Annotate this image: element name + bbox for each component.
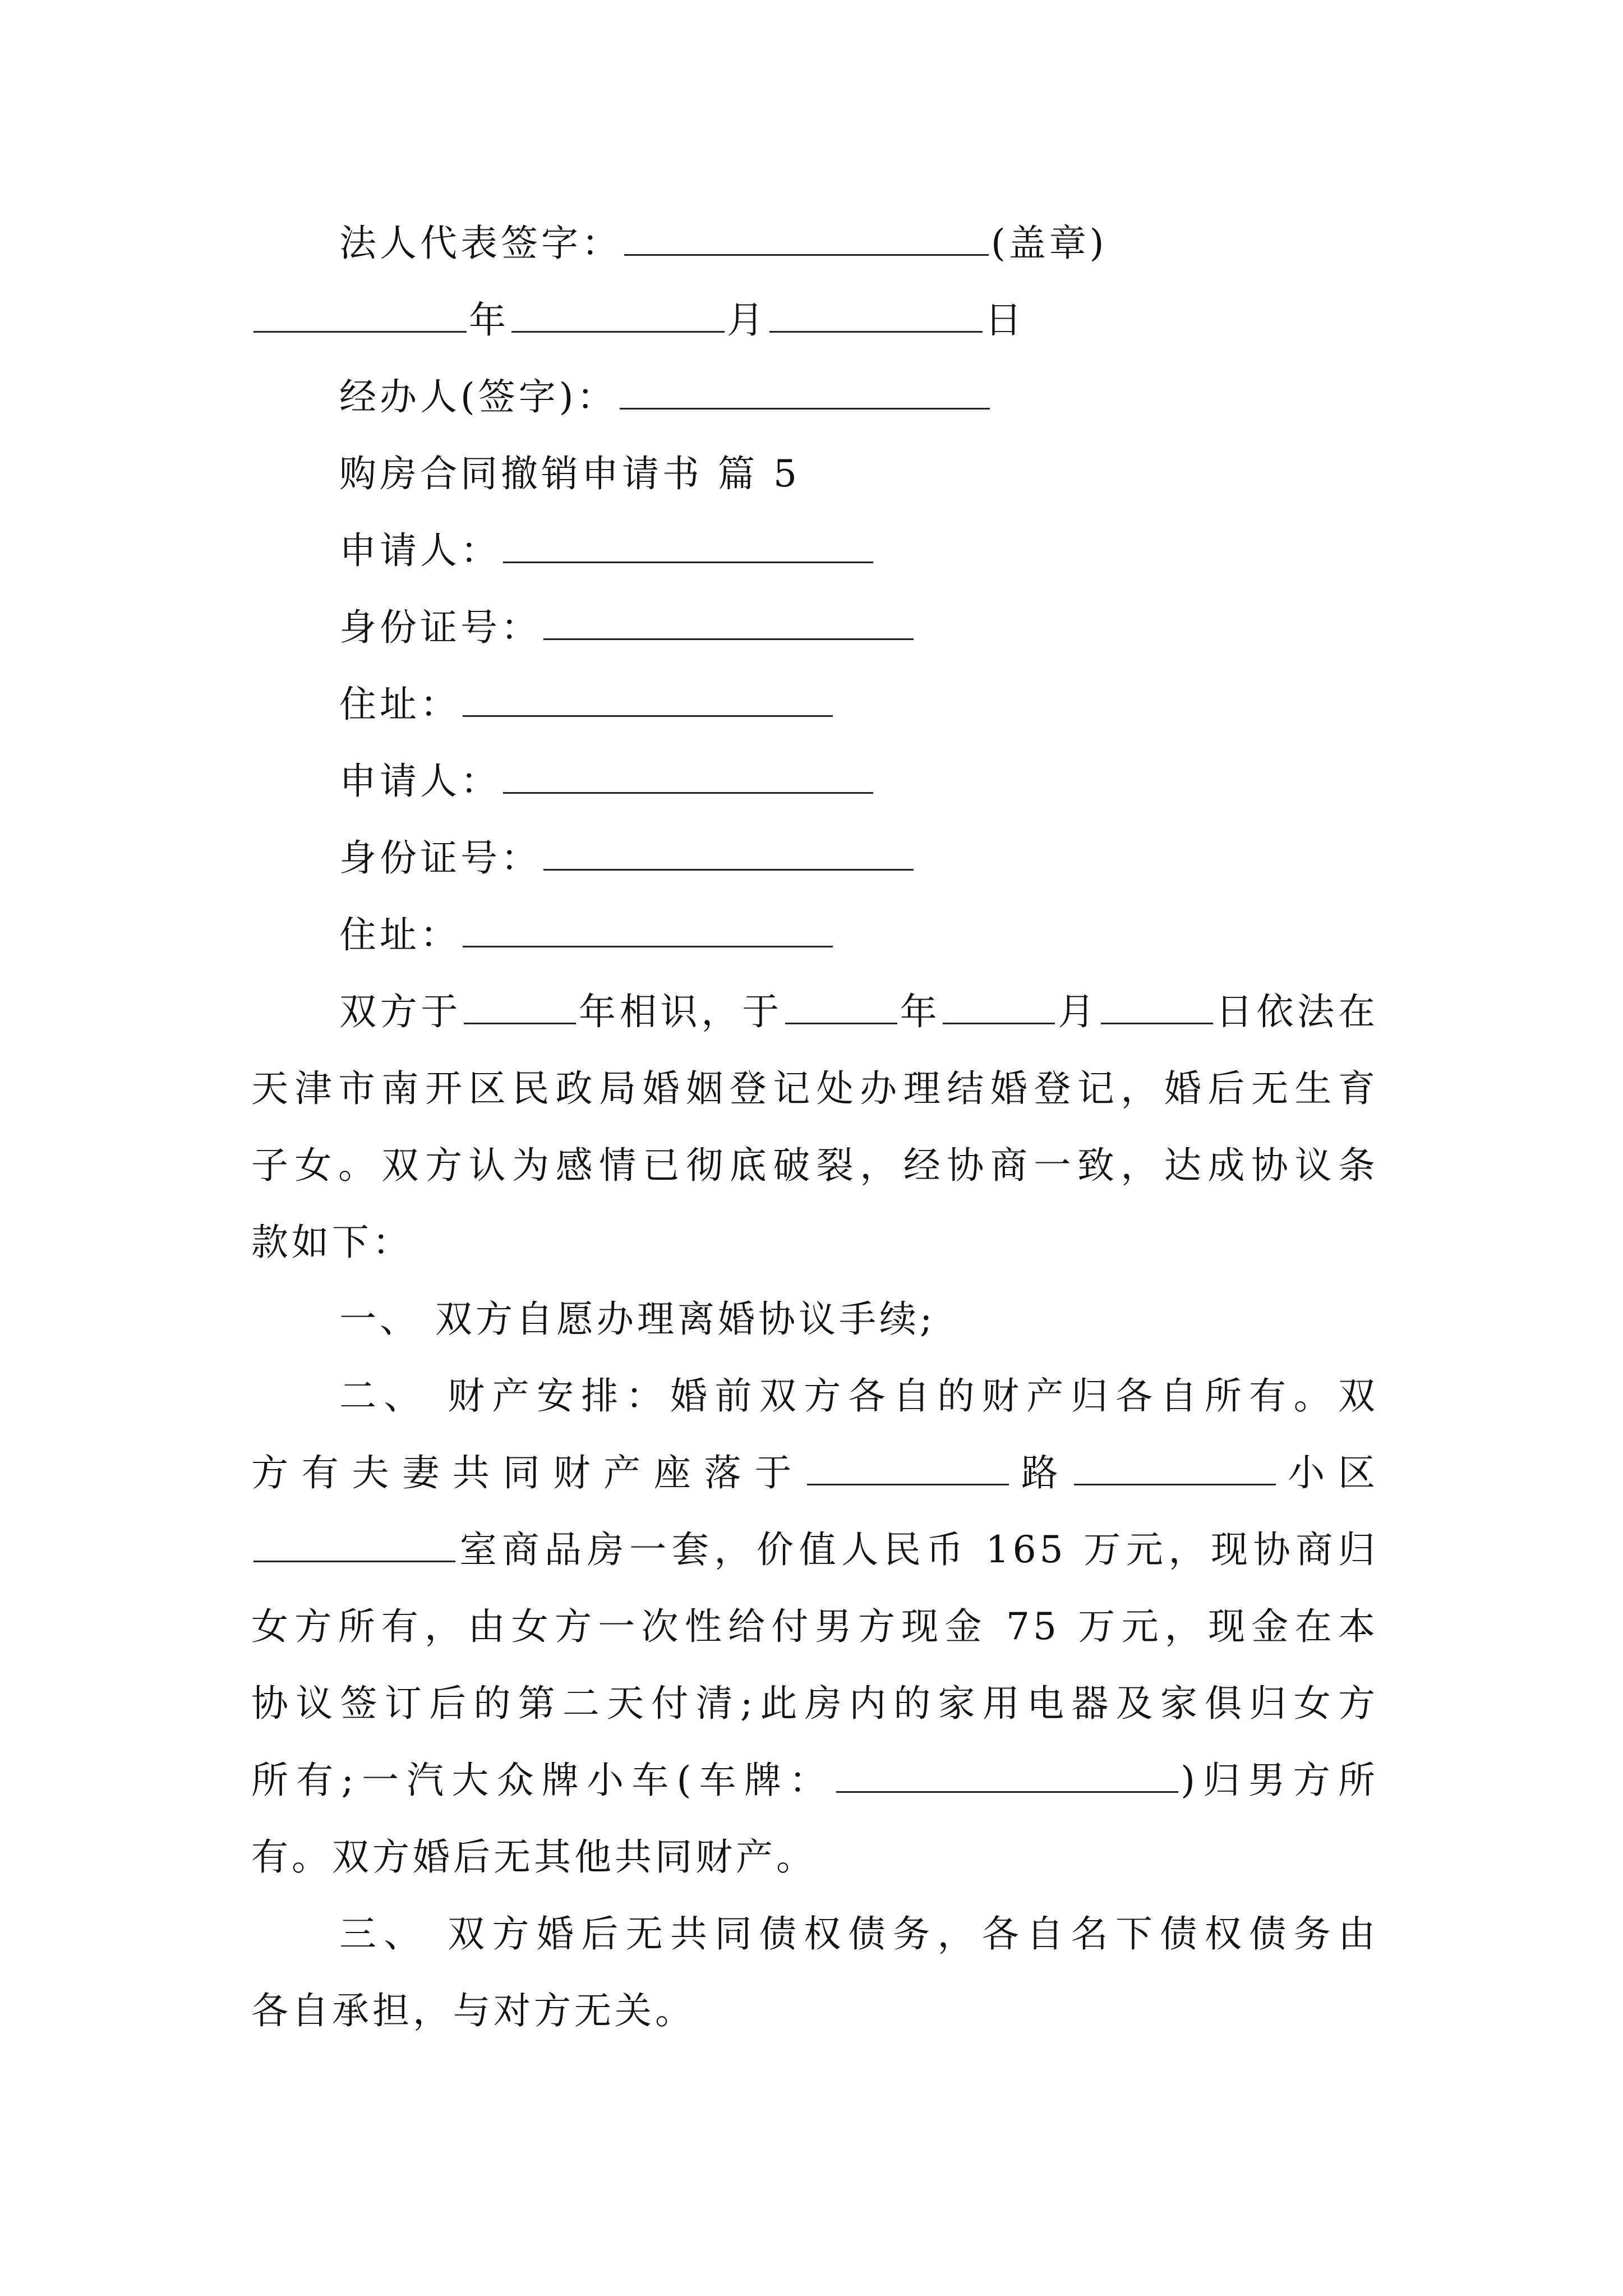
applicant-2-id-line <box>339 820 1467 896</box>
applicant-address-blank <box>463 680 833 717</box>
applicant-1-name-line <box>339 512 1467 589</box>
clause-2-line-6 <box>251 1742 1378 1819</box>
applicant-name-label: 申请人： <box>339 529 501 572</box>
year-blank <box>253 296 467 333</box>
intro-line-4: 款如下： <box>251 1221 413 1264</box>
license-plate-blank <box>836 1756 1178 1793</box>
clause-text: 方有夫妻共同财产座落于 <box>251 1451 805 1494</box>
applicant-address-blank <box>463 911 833 947</box>
applicant-address-label: 住址： <box>339 913 460 956</box>
clause-2-line-4: 女方所有，由女方一次性给付男方现金 75 万元，现金在本 <box>251 1605 1378 1648</box>
applicant-address-label: 住址： <box>339 683 460 726</box>
clause-2-line-5: 协议签订后的第二天付清;此房内的家用电器及家俱归女方 <box>251 1682 1378 1725</box>
intro-text: 双方于 <box>339 990 462 1033</box>
legal-rep-signature-blank <box>624 219 989 256</box>
clause-1: 一、 双方自愿办理离婚协议手续; <box>339 1297 936 1341</box>
year-label: 年 <box>469 298 509 342</box>
legal-rep-label: 法人代表签字： <box>339 222 622 265</box>
section-title: 购房合同撤销申请书 篇 5 <box>339 452 800 495</box>
handler-label: 经办人(签字)： <box>339 375 617 418</box>
meet-year-blank <box>464 988 576 1024</box>
clause-text: 室商品房一套，价值人民币 165 万元，现协商归 <box>458 1528 1378 1571</box>
road-blank <box>807 1449 1009 1485</box>
community-blank <box>1074 1449 1276 1485</box>
applicant-2-name-line <box>339 743 1467 820</box>
date-line <box>251 282 1378 358</box>
intro-line-2: 天津市南开区民政局婚姻登记处办理结婚登记，婚后无生育 <box>251 1067 1378 1110</box>
applicant-id-blank <box>543 604 914 640</box>
clause-2-line-2 <box>251 1434 1378 1511</box>
intro-text: 月 <box>1057 990 1099 1033</box>
clause-3-line-2: 各自承担，与对方无关。 <box>251 1989 695 2032</box>
marriage-month-blank <box>943 988 1055 1024</box>
day-label: 日 <box>985 298 1025 342</box>
applicant-2-address-line <box>339 896 1467 973</box>
applicant-id-label: 身份证号： <box>339 836 541 880</box>
day-blank <box>769 296 983 333</box>
applicant-name-label: 申请人： <box>339 760 501 803</box>
clause-2-line-7: 有。双方婚后无其他共同财产。 <box>251 1835 817 1879</box>
marriage-year-blank <box>785 988 897 1024</box>
applicant-id-blank <box>543 834 914 871</box>
intro-text: 年相识，于 <box>578 990 783 1033</box>
applicant-1-address-line <box>339 666 1467 743</box>
applicant-name-blank <box>503 757 873 794</box>
intro-line-1 <box>339 973 1378 1050</box>
clause-2-line-3 <box>251 1511 1378 1588</box>
handler-signature-line <box>339 358 1467 435</box>
month-label: 月 <box>727 298 767 342</box>
applicant-1-id-line <box>339 589 1467 666</box>
seal-label: (盖章) <box>991 222 1108 265</box>
clause-text: )归男方所 <box>1181 1759 1378 1802</box>
applicant-id-label: 身份证号： <box>339 606 541 649</box>
clause-text: 小区 <box>1278 1451 1379 1494</box>
handler-signature-blank <box>620 373 990 409</box>
marriage-day-blank <box>1101 988 1213 1024</box>
clause-text: 所有;一汽大众牌小车(车牌： <box>251 1759 834 1802</box>
intro-text: 日依法在 <box>1215 990 1379 1033</box>
legal-rep-signature-line <box>339 205 1467 282</box>
room-blank <box>253 1526 455 1562</box>
intro-line-3: 子女。双方认为感情已彻底破裂，经协商一致，达成协议条 <box>251 1144 1378 1187</box>
clause-3-line-1: 三、 双方婚后无共同债权债务，各自名下债权债务由 <box>339 1912 1378 1955</box>
applicant-name-blank <box>503 527 873 563</box>
intro-text: 年 <box>899 990 941 1033</box>
month-blank <box>511 296 725 333</box>
clause-2-line-1: 二、 财产安排：婚前双方各自的财产归各自所有。双 <box>339 1374 1378 1418</box>
clause-text: 路 <box>1011 1451 1072 1494</box>
